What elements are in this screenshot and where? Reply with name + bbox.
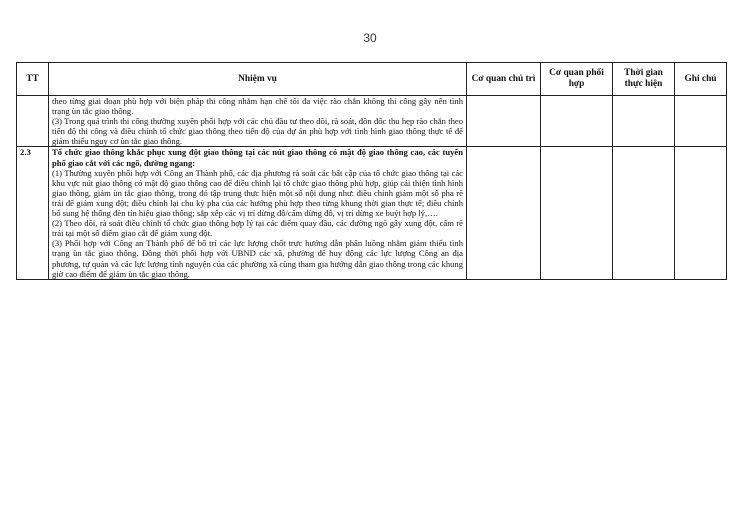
table-header-row bbox=[17, 63, 727, 96]
task-description bbox=[49, 96, 467, 147]
row-number bbox=[17, 96, 49, 147]
header-notes: Ghi chú bbox=[675, 63, 727, 96]
row-number: 2.3 bbox=[17, 147, 49, 279]
task-paragraph: (3) Trong quá trình thi công thường xuyên phối hợp với các chủ đầu tư theo dõi, rà soát, đôn đốc thu hẹp rào chắn theo tiến độ thi công và điều chỉnh tổ chức giao thông theo tiến độ của dự án phù hợp với tình hình giao thông thực tế để giảm thiểu nguy cơ ùn tắc giao thông. bbox=[52, 116, 463, 147]
task-paragraph: (3) Phối hợp với Công an Thành phố để bố trí các lực lượng chốt trực hướng dẫn phân luồng nhằm giảm thiểu tình trạng ùn tắc giao thông. Đồng thời phối hợp với UBND các xã, phường để huy động các lực lượng Công an địa phương, tự quản và các lực lượng tình nguyện của các phường xã cùng tham gia hướng dẫn giao thông trong các khung giờ cao điểm để giảm ùn tắc giao thông. bbox=[52, 238, 464, 279]
notes-cell bbox=[675, 147, 727, 279]
table-row bbox=[17, 96, 727, 147]
implementation-time-cell bbox=[613, 96, 675, 147]
task-table bbox=[16, 62, 727, 280]
task-paragraph: (2) Theo dõi, rà soát điều chỉnh tổ chức giao thông hợp lý tại các điểm quay đầu, các đường ngõ gây xung đột, cấm rẽ trái tại một số điểm giao cắt để giảm xung đột. bbox=[52, 218, 463, 239]
page-number: 30 bbox=[363, 31, 377, 45]
table-row bbox=[17, 147, 727, 279]
header-implementation-time: Thời gian thực hiện bbox=[613, 63, 675, 96]
header-coordinating-agency: Cơ quan phối hợp bbox=[541, 63, 613, 96]
lead-agency-cell bbox=[467, 147, 541, 279]
coordinating-agency-cell bbox=[541, 96, 613, 147]
header-task: Nhiệm vụ bbox=[49, 63, 467, 96]
coordinating-agency-cell bbox=[541, 147, 613, 279]
task-heading: Tổ chức giao thông khắc phục xung đột giao thông tại các nút giao thông có mật độ giao thông cao, các tuyến phố giao cắt với các ngõ, đường ngang: bbox=[52, 147, 463, 168]
header-tt: TT bbox=[17, 63, 49, 96]
task-paragraph: (1) Thường xuyên phối hợp với Công an Thành phố, các địa phương rà soát các bất cập của tổ chức giao thông tại các khu vực nút giao thông có mật độ giao thông cao để điều chỉnh lại tổ chức giao thông phù hợp, giúp cải thiện tình hình giao thông, giảm ùn tắc giao thông, trong đó tập trung thực hiện một số nội dung như: điều chỉnh giảm một số pha rẽ trái để giảm xung đột; điều chỉnh lại chu kỳ pha của các hướng phù hợp theo từng khung thời gian thực tế; điều chỉnh bổ sung hệ thống đèn tín hiệu giao thông; sắp xếp các vị trí dừng đỗ/cấm dừng đỗ, vị trí dừng xe buýt hợp lý,…. bbox=[52, 167, 463, 219]
task-paragraph: theo từng giai đoạn phù hợp với biện pháp thi công nhằm hạn chế tối đa việc rào chắn không thi công gây nên tình trạng ùn tắc giao thông. bbox=[52, 96, 463, 117]
header-lead-agency: Cơ quan chủ trì bbox=[467, 63, 541, 96]
notes-cell bbox=[675, 96, 727, 147]
task-description bbox=[49, 147, 467, 279]
implementation-time-cell bbox=[613, 147, 675, 279]
lead-agency-cell bbox=[467, 96, 541, 147]
